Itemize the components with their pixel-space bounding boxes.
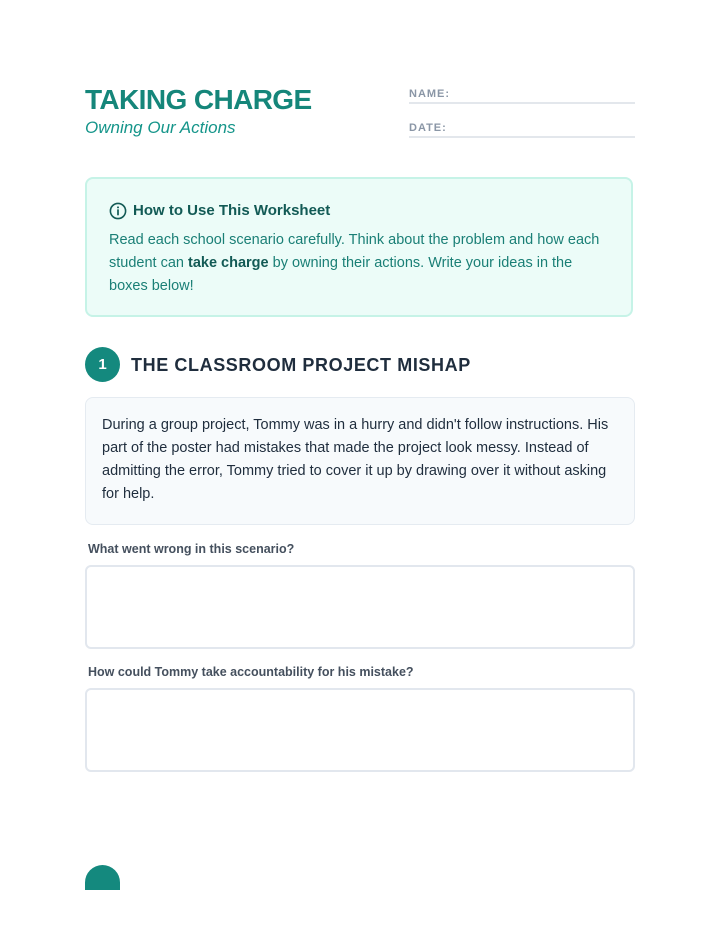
section-number-badge: 1	[85, 347, 120, 382]
section-title: THE CLASSROOM PROJECT MISHAP	[131, 355, 471, 375]
name-label: NAME:	[409, 88, 451, 100]
info-icon	[109, 202, 127, 220]
name-field[interactable]	[409, 84, 635, 104]
worksheet-title: TAKING CHARGE	[85, 84, 312, 115]
question-2-label: How could Tommy take accountability for his mistake?	[88, 665, 414, 679]
date-field[interactable]	[409, 118, 635, 138]
answer-box-1[interactable]	[85, 565, 635, 649]
instructions-box	[85, 177, 633, 317]
worksheet-subtitle: Owning Our Actions	[85, 118, 236, 137]
instructions-text: Read each school scenario carefully. Think about the problem and how each student can take charge by owning their actions. Write your ideas in the boxes below!	[109, 232, 600, 294]
scenario-text: During a group project, Tommy was in a hurry and didn't follow instructions. His part of the poster had mistakes that made the project look messy. Instead of admitting the error, Tommy tried to cover it up by drawing over it without asking for help.	[102, 417, 609, 502]
scenario-box	[85, 397, 635, 525]
instructions-title: How to Use This Worksheet	[133, 202, 331, 219]
answer-box-2[interactable]	[85, 688, 635, 772]
date-label: DATE:	[409, 122, 447, 134]
next-section-badge	[85, 865, 120, 890]
question-1-label: What went wrong in this scenario?	[88, 542, 295, 556]
instructions-emphasis: take charge	[188, 255, 269, 271]
